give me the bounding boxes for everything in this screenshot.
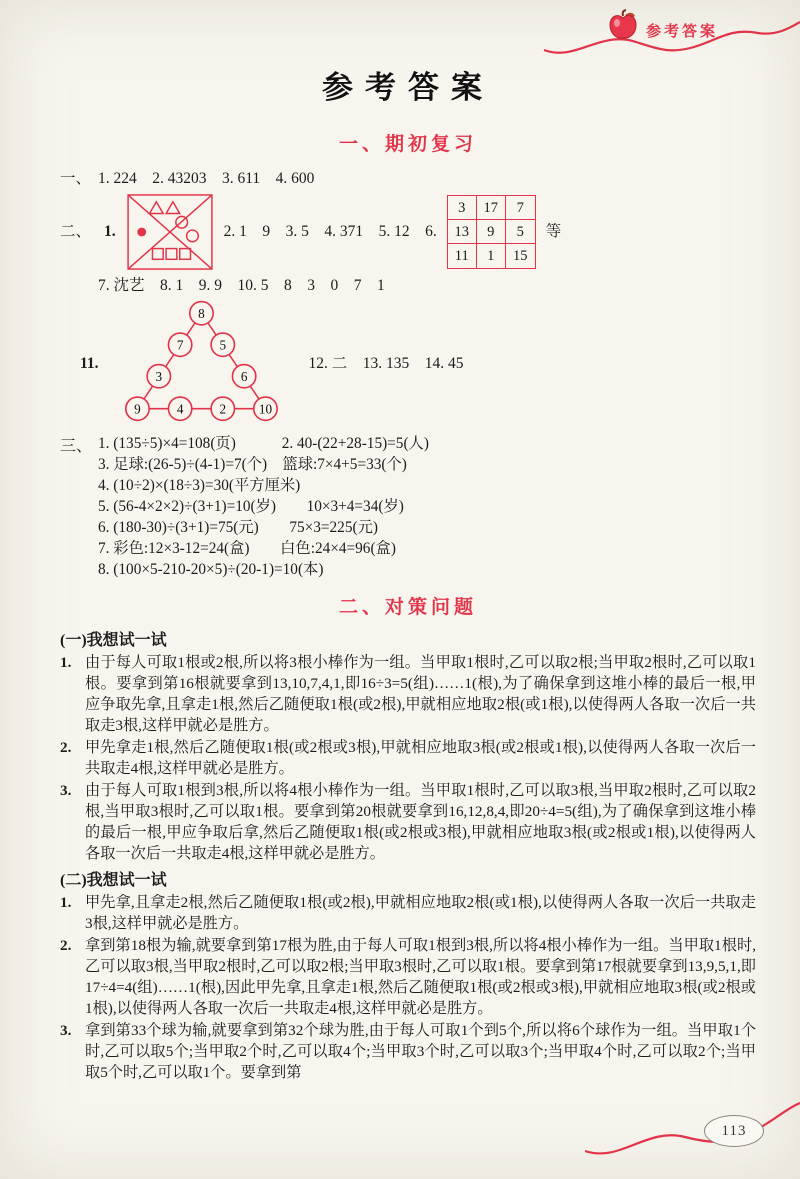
answer-line: 6. (180-30)÷(3+1)=75(元) 75×3=225(元) (98, 519, 378, 536)
row-label: 二、 (60, 223, 92, 240)
circle-value: 10 (258, 401, 272, 417)
answer-row-4 (80, 299, 756, 429)
grid-cell: 9 (477, 220, 506, 244)
top-corner-decoration (542, 8, 800, 66)
dot-shape (137, 228, 146, 237)
square-shape (166, 249, 177, 260)
answer-row-5 (60, 433, 756, 580)
page-content (60, 62, 756, 1084)
answer-text: 1. 224 2. 43203 3. 611 4. 600 (98, 170, 315, 187)
square-shape (179, 249, 190, 260)
section1-heading: 一、期初复习 (338, 134, 477, 155)
square-shape (152, 249, 163, 260)
circle-value: 6 (240, 368, 247, 384)
circle-value: 8 (197, 305, 205, 321)
item-number: 3. (60, 1022, 72, 1039)
item-text: 拿到第33个球为输,就要拿到第32个球为胜,由于每人可取1个到5个,所以将6个球作为一组。当甲取1个时,乙可以取5个;当甲取2个时,乙可以取4个;当甲取3个时,乙可以取3个;当甲取4个时,乙可以取2个;当甲取5个时,乙可以取1个。要拿到第 (85, 1022, 756, 1081)
grid-cell: 3 (448, 196, 477, 220)
circle-value: 4 (176, 401, 183, 417)
grid-cell: 7 (506, 196, 535, 220)
apple-icon (606, 8, 640, 42)
circle-value: 7 (176, 337, 183, 353)
grid-cell: 1 (477, 244, 506, 268)
item-number: 1. (60, 894, 72, 911)
item-number: 11. (80, 355, 99, 372)
item-text: 甲先拿走1根,然后乙随便取1根(或2根或3根),甲就相应地取3根(或2根或1根),以使得两人各取一次后一共取走4根,这样甲就必是胜方。 (85, 739, 756, 777)
grid-cell: 17 (477, 196, 506, 220)
page-title: 参考答案 (322, 70, 494, 105)
item-number: 1. (60, 654, 72, 671)
triangle-shape (166, 202, 180, 214)
paragraph-item (60, 1020, 756, 1083)
apple-highlight (614, 19, 620, 27)
answer-line: 8. (100×5-210-20×5)÷(20-1)=10(本) (98, 561, 324, 578)
item-text: 甲先拿,且拿走2根,然后乙随便取1根(或2根),甲就相应地取2根(或1根),以使得两人各取一次后一共取走3根,这样甲就必是胜方。 (85, 894, 756, 932)
item-text: 由于每人可取1根到3根,所以将4根小棒作为一组。当甲取1根时,乙可以取3根,当甲取2根时,乙可以取2根,当甲取3根时,乙可以取1根。要拿到第20根就要拿到16,12,8,4,即20÷4=5(组),为了确保拿到这堆小棒的最后一根,甲应争取后拿,然后乙随便取1根(或2根或3根),甲就相应地取3根(或2根或1根),以使得两人各取一次后一共取走4根,这样甲就必是胜方。 (85, 782, 757, 862)
item-number: 2. (60, 739, 72, 756)
grid-cell: 13 (448, 220, 477, 244)
grid-cell: 5 (506, 220, 535, 244)
page-number-badge: 113 (704, 1115, 764, 1147)
item-number: 3. (60, 782, 72, 799)
answer-text: 2. 1 9 3. 5 4. 371 5. 12 6. (223, 223, 437, 240)
answer-row-1 (60, 168, 756, 190)
paragraph-item (60, 780, 756, 864)
answer-line: 4. (10÷2)×(18÷3)=30(平方厘米) (98, 477, 301, 494)
item-number: 1. (104, 223, 116, 240)
item-text: 拿到第18根为输,就要拿到第17根为胜,由于每人可取1根到3根,所以将4根小棒作为一组。当甲取1根时,乙可以取3根,当甲取2根时,乙可以取2根;当甲取3根时,乙可以取1根。要拿到第17根就要拿到13,9,5,1,即17÷4=4(组)……1(根),因此甲先拿,且拿走1根,然后乙随便取1根(或2根或3根),甲就相应地取3根(或2根或1根),以使得两人各取一次后一共取走4根,这样甲就必是胜方。 (85, 937, 756, 1017)
grid-cell: 15 (513, 248, 528, 264)
answer-line: 3. 足球:(26-5)÷(4-1)=7(个) 篮球:7×4+5=33(个) (98, 456, 407, 473)
circle-value: 2 (219, 401, 226, 417)
paragraph-item (60, 737, 756, 779)
circle-shape (186, 230, 198, 242)
answer-line: 1. (135÷5)×4=108(页) 2. 40-(22+28-15)=5(人) (98, 435, 429, 452)
red-wavy-line-bottom (585, 1093, 800, 1165)
item-text: 由于每人可取1根或2根,所以将3根小棒作为一组。当甲取1根时,乙可以取2根;当甲取2根时,乙可以取1根。要拿到第16根就要拿到13,10,7,4,1,即16÷3=5(组)……1(根),为了确保拿到这堆小棒的最后一根,甲应争取先拿,且拿走1根,然后乙随便取1根(或2根),甲就相应地取2根(或1根),以使得两人各取一次后一共取走3根,这样甲就必是胜方。 (85, 654, 756, 734)
answer-lines (98, 433, 429, 580)
answer-text: 12. 二 13. 135 14. 45 (308, 355, 464, 372)
row-label: 一、 (60, 170, 92, 187)
grid-suffix: 等 (545, 223, 562, 240)
apple-body (610, 16, 636, 39)
circle-value: 9 (133, 401, 141, 417)
circle-value: 5 (219, 337, 226, 353)
item-number: 2. (60, 937, 72, 954)
answer-row-3: 7. 沈艺 8. 1 9. 9 10. 5 8 3 0 7 1 (98, 277, 385, 294)
row-label: 三、 (60, 438, 93, 455)
paragraph-item (60, 935, 756, 1019)
circle-value: 3 (155, 368, 162, 384)
corner-label: 参考答案 (646, 24, 719, 40)
square-shapes-figure (126, 193, 214, 271)
grid-cell: 11 (448, 244, 477, 268)
paragraph-item (60, 652, 756, 736)
number-triangle-figure (115, 299, 293, 429)
answer-line: 5. (56-4×2×2)÷(3+1)=10(岁) 10×3+4=34(岁) (98, 498, 404, 515)
subsection2-heading: (二)我想试一试 (60, 872, 167, 889)
subsection1-heading: (一)我想试一试 (60, 632, 167, 649)
answer-row-2 (60, 193, 756, 271)
section2-heading: 二、对策问题 (338, 597, 477, 618)
paragraph-item (60, 892, 756, 934)
triangle-shape (149, 202, 163, 214)
magic-square-grid (447, 195, 536, 269)
answer-line: 7. 彩色:12×3-12=24(盒) 白色:24×4=96(盒) (98, 540, 396, 557)
